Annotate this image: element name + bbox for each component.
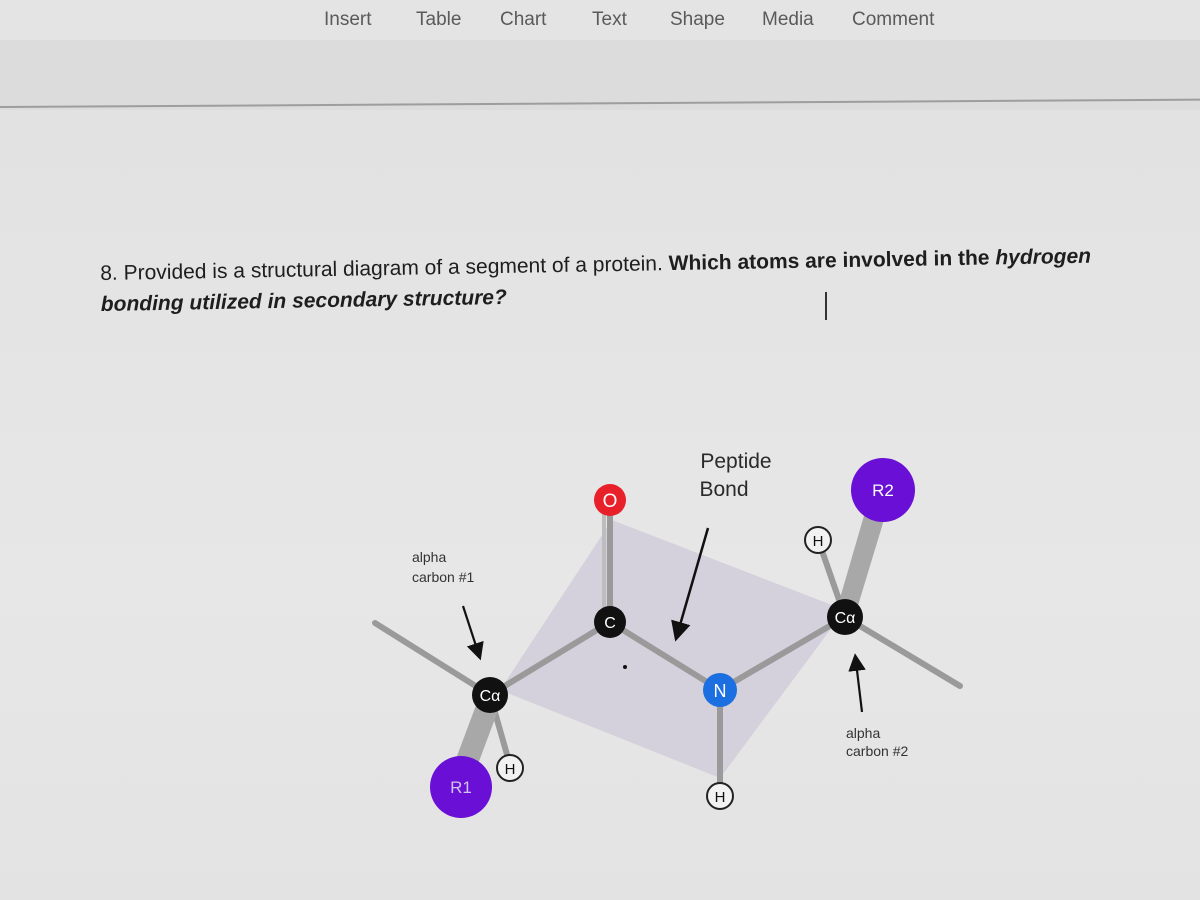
toolbar-text[interactable]: Text — [592, 9, 627, 30]
toolbar-insert[interactable]: Insert — [324, 9, 372, 30]
alpha-carbon-2-caption-2: carbon #2 — [846, 743, 909, 759]
toolbar-shape[interactable]: Shape — [670, 9, 725, 30]
hydrogen-ca1-label: H — [504, 761, 516, 778]
alpha-carbon-1-arrow — [463, 606, 478, 652]
oxygen-label: O — [602, 491, 618, 512]
hydrogen-n-label: H — [714, 789, 726, 806]
carbon-label: C — [604, 615, 616, 632]
question-intro: 8. Provided is a structural diagram of a segment of a protein. — [100, 252, 669, 285]
toolbar-table[interactable]: Table — [416, 9, 462, 30]
question-prompt: Which atoms are involved in the — [668, 246, 996, 276]
alpha-carbon-2-arrow — [856, 662, 862, 712]
r1-label: R1 — [450, 778, 472, 797]
alpha-carbon-1-caption-1: alpha — [412, 549, 447, 565]
stray-dot — [623, 665, 627, 669]
toolbar-comment[interactable]: Comment — [852, 9, 935, 30]
toolbar-chart[interactable]: Chart — [500, 9, 547, 30]
hydrogen-ca2-label: H — [812, 533, 824, 550]
bond-backbone-right — [845, 617, 960, 686]
alpha-carbon-1-label: Cα — [479, 688, 501, 705]
alpha-carbon-2-caption-1: alpha — [846, 725, 881, 741]
nitrogen-label: N — [713, 681, 727, 701]
r2-label: R2 — [872, 481, 894, 500]
alpha-carbon-2-label: Cα — [834, 610, 856, 627]
peptide-bond-label-2: Bond — [699, 478, 749, 501]
toolbar-media[interactable]: Media — [762, 9, 814, 30]
alpha-carbon-1-caption-2: carbon #1 — [412, 569, 475, 585]
peptide-bond-label-1: Peptide — [700, 450, 772, 473]
question-emphasis: hydrogen bonding utilized in secondary structure? — [100, 244, 1092, 316]
